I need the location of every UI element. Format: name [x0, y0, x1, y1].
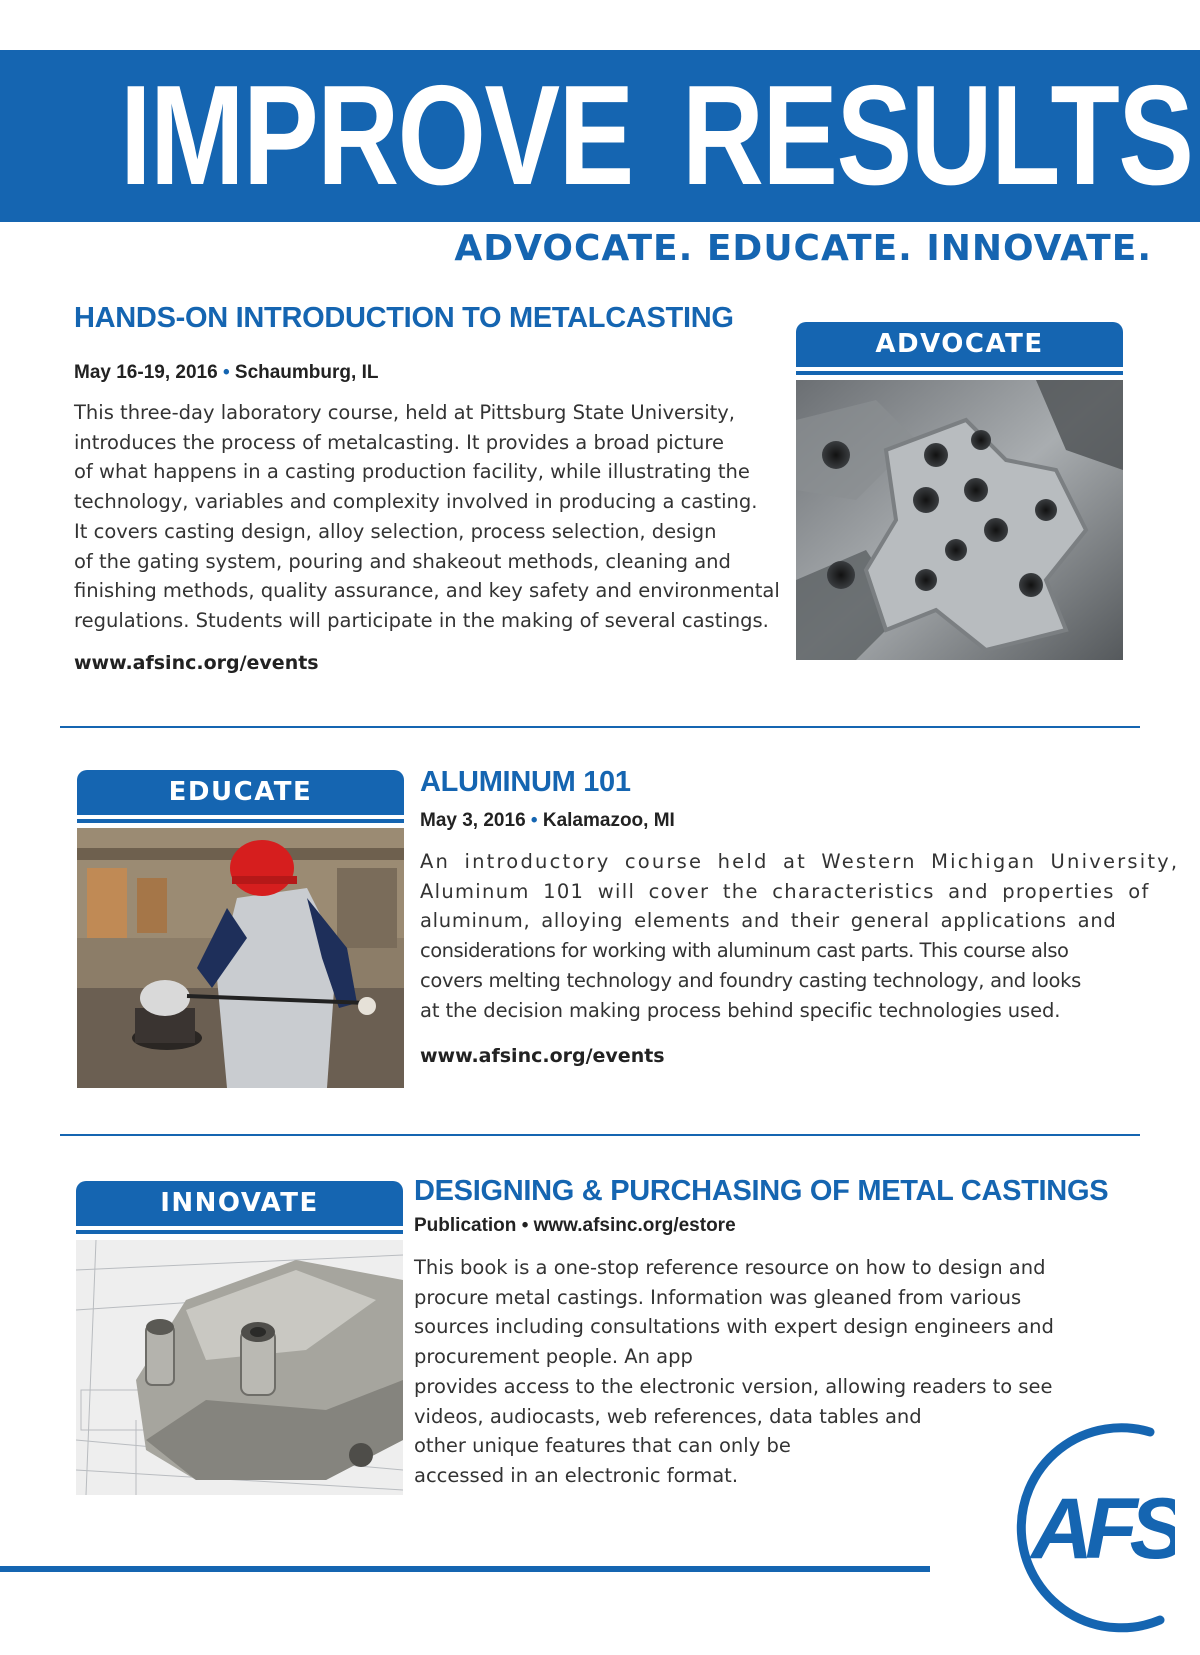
- tag-underline: [796, 371, 1123, 375]
- body-line: other unique features that can only be: [414, 1434, 791, 1458]
- body-line: finishing methods, quality assurance, and key safety and environmental: [74, 579, 780, 603]
- body-line: technology, variables and complexity involved in producing a casting.: [74, 490, 758, 514]
- event-location: Kalamazoo, MI: [542, 810, 675, 831]
- footer-rule: [0, 1566, 930, 1572]
- body-line: It covers casting design, alloy selection, process selection, design: [74, 519, 717, 543]
- tag-underline: [77, 819, 404, 823]
- publication-label: Publication: [414, 1215, 517, 1236]
- casting-part-photo: [76, 1240, 403, 1495]
- body-line: considerations for working with aluminum cast parts. This course also: [420, 939, 1069, 963]
- body-line: sources including consultations with expert design engineers and: [414, 1315, 1054, 1339]
- meta-separator: •: [530, 810, 538, 831]
- section-meta-publication: [414, 1215, 736, 1237]
- afs-logo: [975, 1420, 1175, 1640]
- body-line: covers melting technology and foundry casting technology, and looks: [420, 968, 1082, 992]
- section-title-metalcasting: HANDS-ON INTRODUCTION TO METALCASTING: [74, 302, 734, 334]
- section-meta-aluminum: [420, 810, 675, 832]
- meta-separator: •: [222, 362, 230, 383]
- afs-logo-text: AFS: [1031, 1481, 1175, 1577]
- body-line: of what happens in a casting production facility, while illustrating the: [74, 460, 750, 484]
- meta-separator: •: [521, 1215, 529, 1236]
- section-title-publication: DESIGNING & PURCHASING OF METAL CASTINGS: [414, 1175, 1109, 1207]
- body-line: This three-day laboratory course, held at Pittsburg State University,: [74, 401, 736, 424]
- event-date: May 3, 2016: [420, 810, 526, 831]
- event-location: Schaumburg, IL: [234, 362, 379, 383]
- section-body-metalcasting: [74, 398, 780, 636]
- section-divider: [60, 726, 1140, 728]
- body-line: introduces the process of metalcasting. It provides a broad picture: [74, 430, 724, 454]
- body-line: accessed in an electronic format.: [414, 1463, 739, 1487]
- body-line: procure metal castings. Information was gleaned from various: [414, 1285, 1022, 1309]
- tagline: ADVOCATE. EDUCATE. INNOVATE.: [454, 228, 1152, 269]
- estore-link[interactable]: www.afsinc.org/estore: [533, 1215, 736, 1236]
- section-meta-metalcasting: [74, 362, 378, 384]
- event-date: May 16-19, 2016: [74, 362, 218, 383]
- tag-educate: EDUCATE: [77, 770, 404, 815]
- body-line: of the gating system, pouring and shakeout methods, cleaning and: [74, 549, 731, 573]
- section-body-aluminum: [420, 847, 1180, 1025]
- body-line: videos, audiocasts, web references, data tables and: [414, 1404, 922, 1428]
- body-line: procurement people. An app: [414, 1345, 693, 1369]
- body-line: regulations. Students will participate in the making of several castings.: [74, 608, 769, 632]
- section-divider: [60, 1134, 1140, 1136]
- tag-innovate: INNOVATE: [76, 1181, 403, 1226]
- header-banner: [0, 50, 1200, 222]
- tag-underline: [76, 1230, 403, 1234]
- banner-title: IMPROVE RESULTS: [120, 56, 1193, 215]
- body-line: Aluminum 101 will cover the characteristics and properties of: [420, 879, 1150, 903]
- tag-advocate: ADVOCATE: [796, 322, 1123, 367]
- body-line: aluminum, alloying elements and their general applications and: [420, 909, 1117, 933]
- body-line: at the decision making process behind specific technologies used.: [420, 998, 1061, 1022]
- body-line: An introductory course held at Western Michigan University,: [420, 850, 1180, 873]
- events-link[interactable]: www.afsinc.org/events: [420, 1045, 665, 1067]
- section-title-aluminum: ALUMINUM 101: [420, 766, 631, 798]
- foundry-worker-photo: [77, 828, 404, 1088]
- body-line: This book is a one-stop reference resource on how to design and: [414, 1256, 1046, 1279]
- body-line: provides access to the electronic version, allowing readers to see: [414, 1374, 1053, 1398]
- events-link[interactable]: www.afsinc.org/events: [74, 652, 319, 674]
- casting-photo: [796, 380, 1123, 660]
